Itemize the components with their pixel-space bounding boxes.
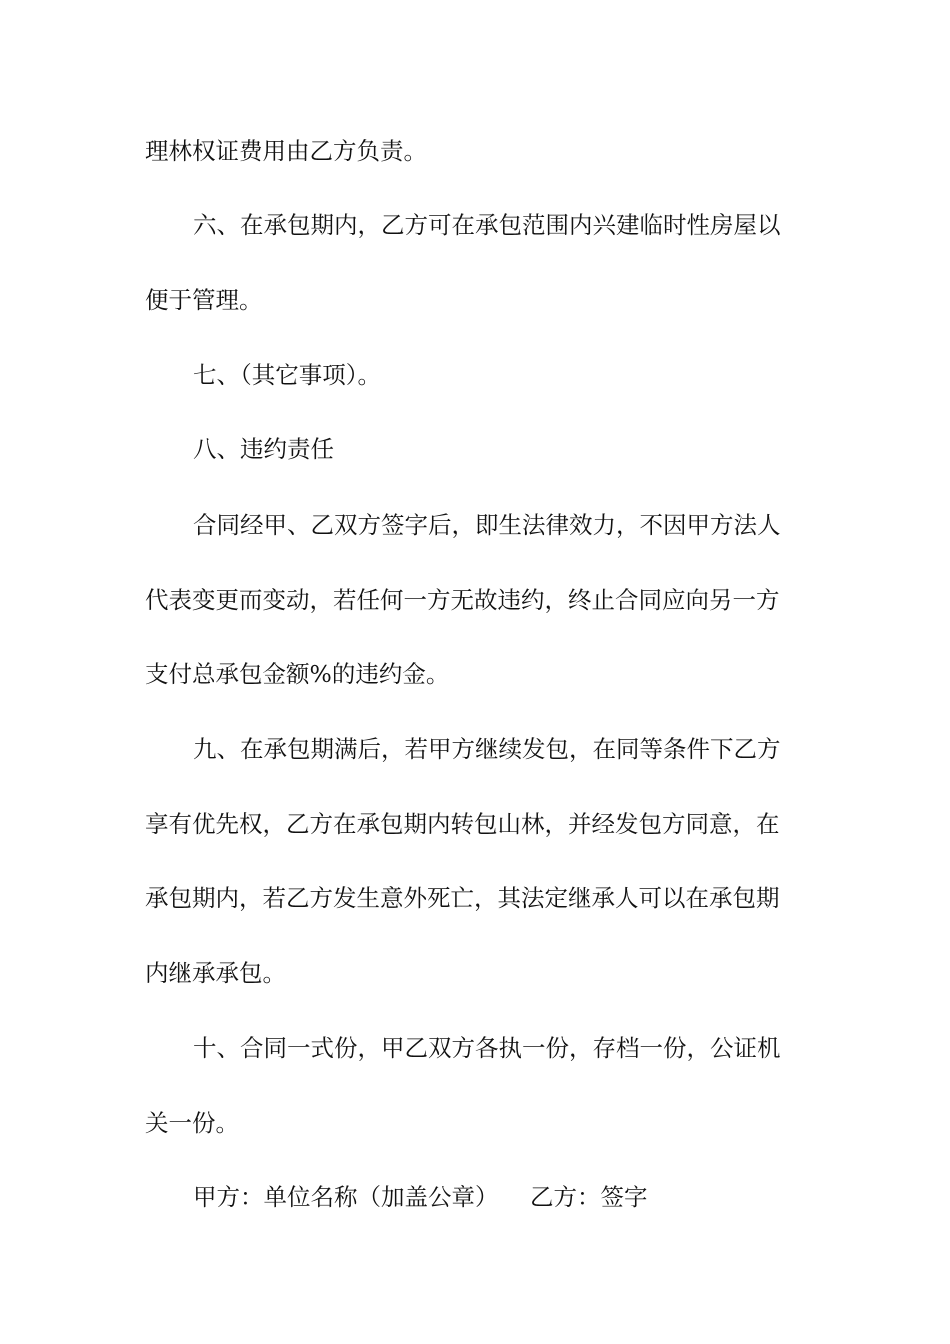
text-line: 关一份。 <box>145 1109 239 1137</box>
text-line: 承包期内，若乙方发生意外死亡，其法定继承人可以在承包期 <box>145 884 780 912</box>
text-line: 理林权证费用由乙方负责。 <box>145 137 427 165</box>
clause-8-line: 合同经甲、乙双方签字后，即生法律效力，不因甲方法人 <box>193 511 781 539</box>
clause-6-line: 六、在承包期内，乙方可在承包范围内兴建临时性房屋以 <box>193 211 781 239</box>
clause-9-line: 九、在承包期满后，若甲方继续发包，在同等条件下乙方 <box>193 735 781 763</box>
clause-10-line: 十、合同一式份，甲乙双方各执一份，存档一份，公证机 <box>193 1034 781 1062</box>
text-line: 代表变更而变动，若任何一方无故违约，终止合同应向另一方 <box>145 586 780 614</box>
text-line: 内继承承包。 <box>145 959 286 987</box>
text-line: 享有优先权，乙方在承包期内转包山林，并经发包方同意，在 <box>145 810 780 838</box>
clause-7-line: 七、（其它事项）。 <box>193 361 381 389</box>
party-a-signature: 甲方：单位名称（加盖公章） <box>193 1183 499 1211</box>
text-line: 支付总承包金额%的违约金。 <box>145 660 450 688</box>
clause-8-heading: 八、违约责任 <box>193 435 334 463</box>
party-b-signature: 乙方：签字 <box>530 1183 648 1211</box>
text-line: 便于管理。 <box>145 286 263 314</box>
